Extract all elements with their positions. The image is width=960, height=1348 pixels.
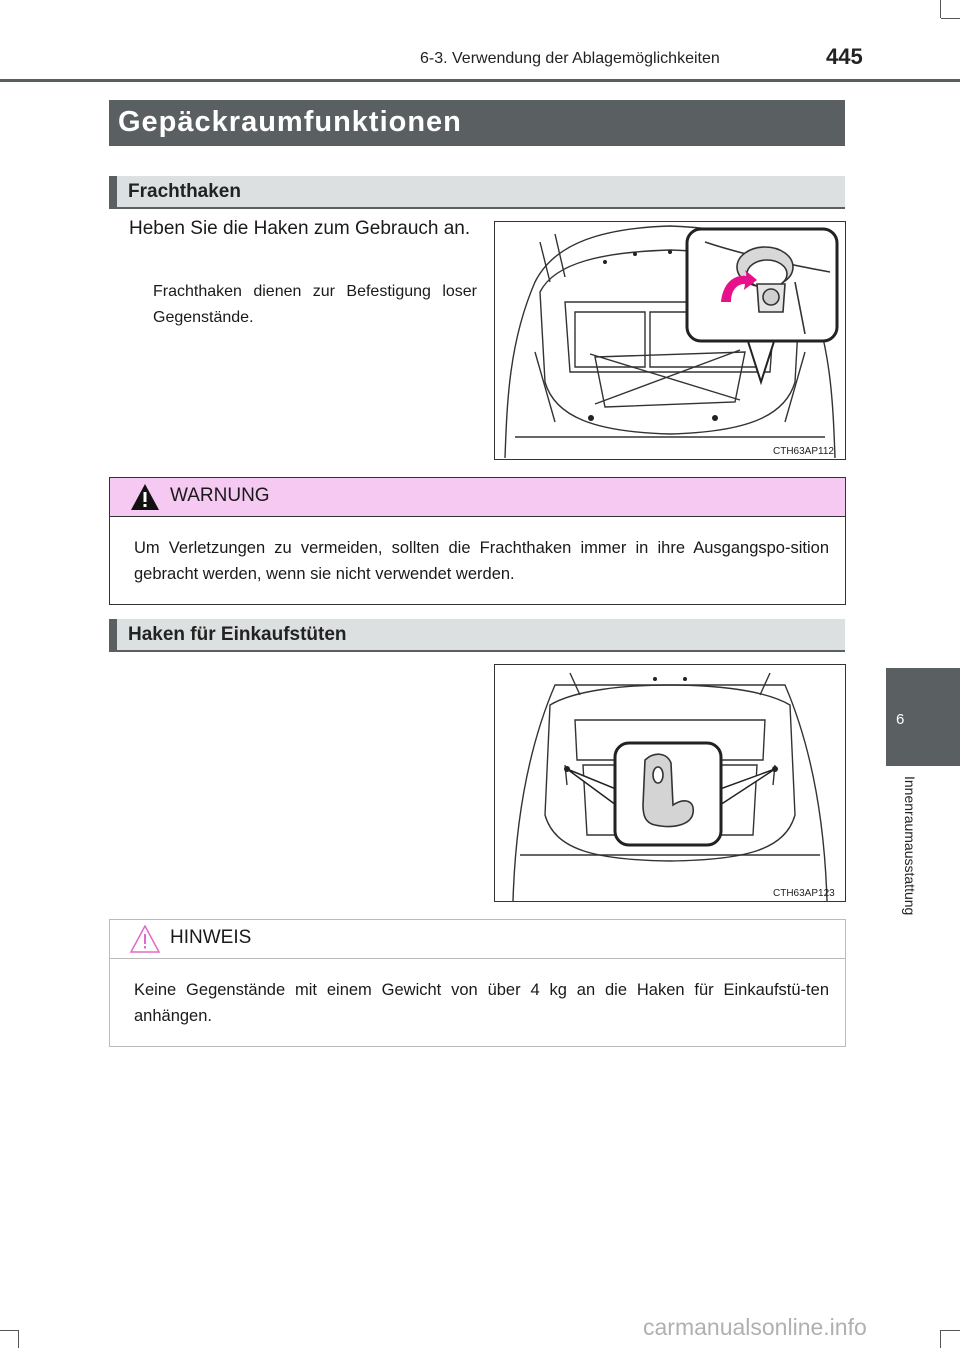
page-number: 445 bbox=[826, 44, 863, 69]
figure-cargo-hooks bbox=[494, 221, 846, 460]
crop-mark bbox=[940, 0, 941, 18]
info-text: Frachthaken dienen zur Befestigung loser Gegenstände. bbox=[153, 283, 477, 326]
watermark: carmanualsonline.info bbox=[643, 1314, 867, 1340]
chapter-label bbox=[900, 776, 924, 976]
chapter-label-text: Innenraumausstattung bbox=[902, 776, 918, 916]
notice-label: HINWEIS bbox=[170, 927, 252, 948]
notice-box bbox=[109, 919, 846, 1047]
page-title: Gepäckraumfunktionen bbox=[118, 106, 462, 138]
subheading-cargo-hooks bbox=[109, 176, 845, 209]
subheading-text: Haken für Einkaufstüten bbox=[128, 624, 347, 645]
warning-text: Um Verletzungen zu vermeiden, sollten die Frachthaken immer in ihre Ausgangspo-sition gebracht werden, wenn sie nicht verwendet werden. bbox=[134, 539, 829, 583]
warning-header bbox=[110, 478, 845, 517]
shopping-hook-illustration bbox=[495, 665, 845, 901]
warning-triangle-icon bbox=[130, 483, 160, 511]
figure-shopping-hooks bbox=[494, 664, 846, 902]
crop-mark bbox=[941, 18, 960, 19]
figure-code: CTH63AP123 bbox=[773, 888, 835, 899]
crop-mark bbox=[941, 1330, 960, 1331]
cargo-area-illustration bbox=[495, 222, 845, 459]
crop-mark bbox=[0, 1330, 18, 1331]
header-rule bbox=[0, 79, 960, 82]
notice-header bbox=[110, 920, 845, 959]
caution-triangle-icon bbox=[130, 925, 160, 953]
crop-mark bbox=[940, 1330, 941, 1348]
section-header: 6-3. Verwendung der Ablagemöglichkeiten bbox=[420, 50, 720, 67]
subheading-text: Frachthaken bbox=[128, 181, 241, 202]
crop-mark bbox=[18, 1330, 19, 1348]
instruction-text: Heben Sie die Haken zum Gebrauch an. bbox=[129, 218, 471, 239]
warning-label: WARNUNG bbox=[170, 485, 270, 506]
figure-code: CTH63AP112 bbox=[773, 446, 834, 457]
chapter-number: 6 bbox=[896, 711, 905, 728]
subheading-bar bbox=[109, 619, 117, 652]
notice-text: Keine Gegenstände mit einem Gewicht von über 4 kg an die Haken für Einkaufstü-ten anhängen. bbox=[134, 981, 829, 1025]
subheading-bar bbox=[109, 176, 117, 209]
subheading-shopping-hooks bbox=[109, 619, 845, 652]
warning-box bbox=[109, 477, 846, 605]
